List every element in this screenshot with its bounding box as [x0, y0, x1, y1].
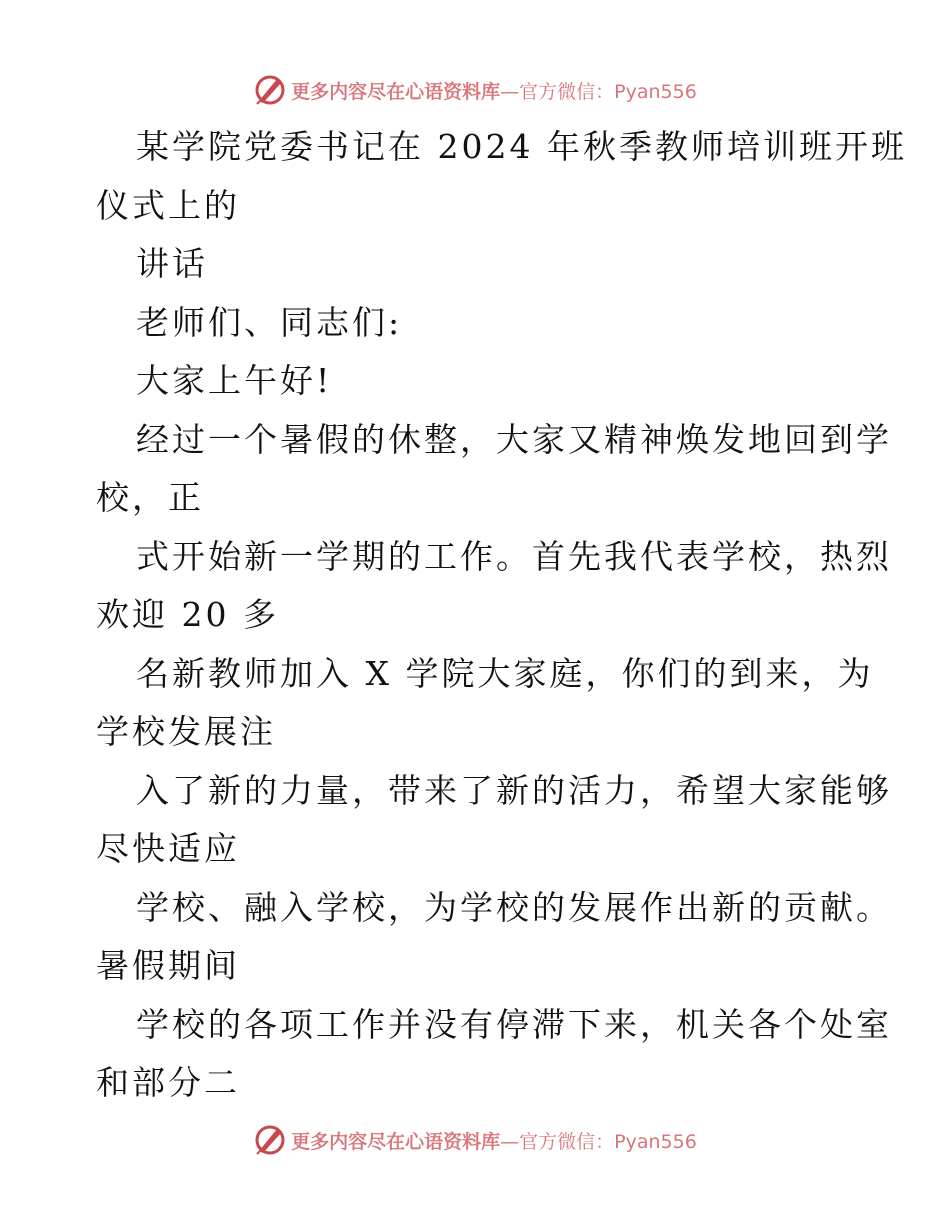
paragraph-line: 讲话: [136, 244, 208, 283]
paragraph-line: 欢迎 20 多: [96, 595, 279, 634]
paragraph-line: 学校、融入学校，为学校的发展作出新的贡献。: [136, 887, 892, 927]
paragraph-line: 入了新的力量，带来了新的活力，希望大家能够: [136, 770, 892, 810]
paragraph-line: 校，正: [96, 478, 204, 517]
document-body: [96, 118, 907, 1113]
paragraph-line: 老师们、同志们:: [136, 302, 403, 342]
watermark-text: 更多内容尽在心语资料库—官方微信：Pyan556: [291, 80, 697, 103]
paragraph-line: 仪式上的: [96, 185, 240, 225]
watermark-text: 更多内容尽在心语资料库—官方微信：Pyan556: [291, 1130, 697, 1153]
paragraph-line: 某学院党委书记在 2024 年秋季教师培训班开班: [136, 127, 907, 166]
quill-emblem-icon: [253, 1123, 287, 1157]
paragraph-line: 式开始新一学期的工作。首先我代表学校，热烈: [136, 536, 892, 576]
quill-emblem-icon: [253, 73, 287, 107]
paragraph-line: 和部分二: [96, 1063, 240, 1102]
paragraph-line: 学校发展注: [96, 712, 276, 751]
footer-watermark-banner: [0, 1120, 950, 1160]
paragraph-line: 经过一个暑假的休整，大家又精神焕发地回到学: [136, 419, 892, 459]
paragraph-line: 尽快适应: [96, 829, 240, 868]
paragraph-line: 暑假期间: [96, 946, 240, 985]
paragraph-line: 学校的各项工作并没有停滞下来，机关各个处室: [136, 1004, 892, 1044]
paragraph-line: 名新教师加入 X 学院大家庭，你们的到来，为: [136, 653, 874, 693]
header-watermark-banner: [0, 70, 950, 110]
paragraph-line: 大家上午好!: [136, 361, 333, 400]
